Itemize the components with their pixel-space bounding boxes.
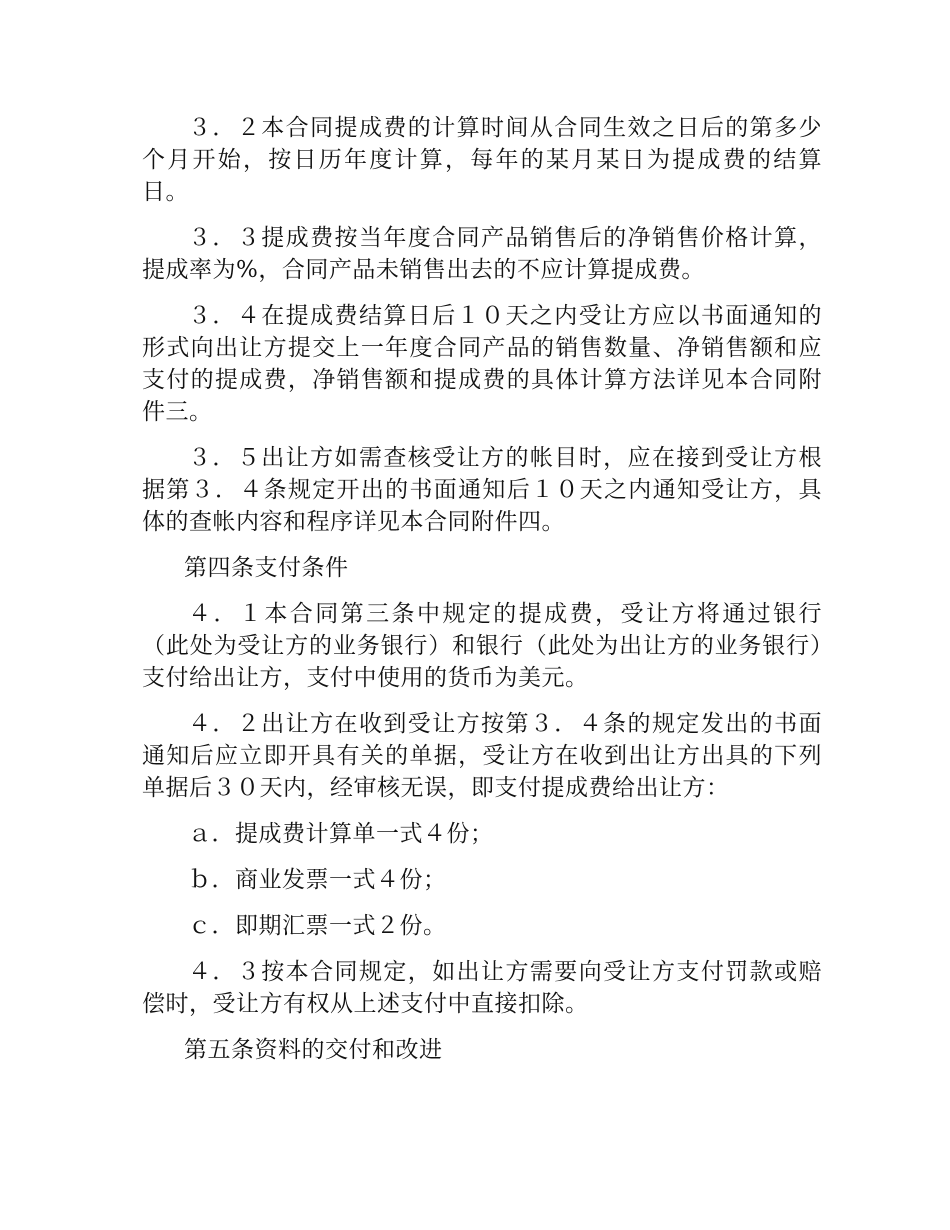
- clause-3-3: ３．３提成费按当年度合同产品销售后的净销售价格计算，提成率为%，合同产品未销售出去的不应计算提成费。: [142, 225, 822, 283]
- article-5-heading: 第五条资料的交付和改进: [184, 1037, 443, 1063]
- clause-4-1: ４．１本合同第三条中规定的提成费，受让方将通过银行（此处为受让方的业务银行）和银行（此处为出让方的业务银行）支付给出让方，支付中使用的货币为美元。: [142, 601, 822, 691]
- clause-3-2: ３．２本合同提成费的计算时间从合同生效之日后的第多少个月开始，按日历年度计算，每年的某月某日为提成费的结算日。: [142, 115, 822, 205]
- clause-4-2: ４．２出让方在收到受让方按第３．４条的规定发出的书面通知后应立即开具有关的单据，受让方在收到出让方出具的下列单据后３０天内，经审核无误，即支付提成费给出让方：: [142, 711, 822, 801]
- list-item-c: ｃ．即期汇票一式２份。: [188, 913, 447, 939]
- clause-3-4: ３．４在提成费结算日后１０天之内受让方应以书面通知的形式向出让方提交上一年度合同产品的销售数量、净销售额和应支付的提成费，净销售额和提成费的具体计算方法详见本合同附件三。: [142, 303, 822, 425]
- list-item-a: ａ．提成费计算单一式４份；: [188, 821, 494, 847]
- article-4-heading: 第四条支付条件: [184, 555, 349, 581]
- list-item-b: ｂ．商业发票一式４份；: [188, 867, 447, 893]
- clause-3-5: ３．５出让方如需查核受让方的帐目时，应在接到受让方根据第３．４条规定开出的书面通知后１０天之内通知受让方，具体的查帐内容和程序详见本合同附件四。: [142, 445, 822, 535]
- clause-4-3: ４．３按本合同规定，如出让方需要向受让方支付罚款或赔偿时，受让方有权从上述支付中直接扣除。: [142, 959, 822, 1017]
- document-body: [142, 112, 822, 1080]
